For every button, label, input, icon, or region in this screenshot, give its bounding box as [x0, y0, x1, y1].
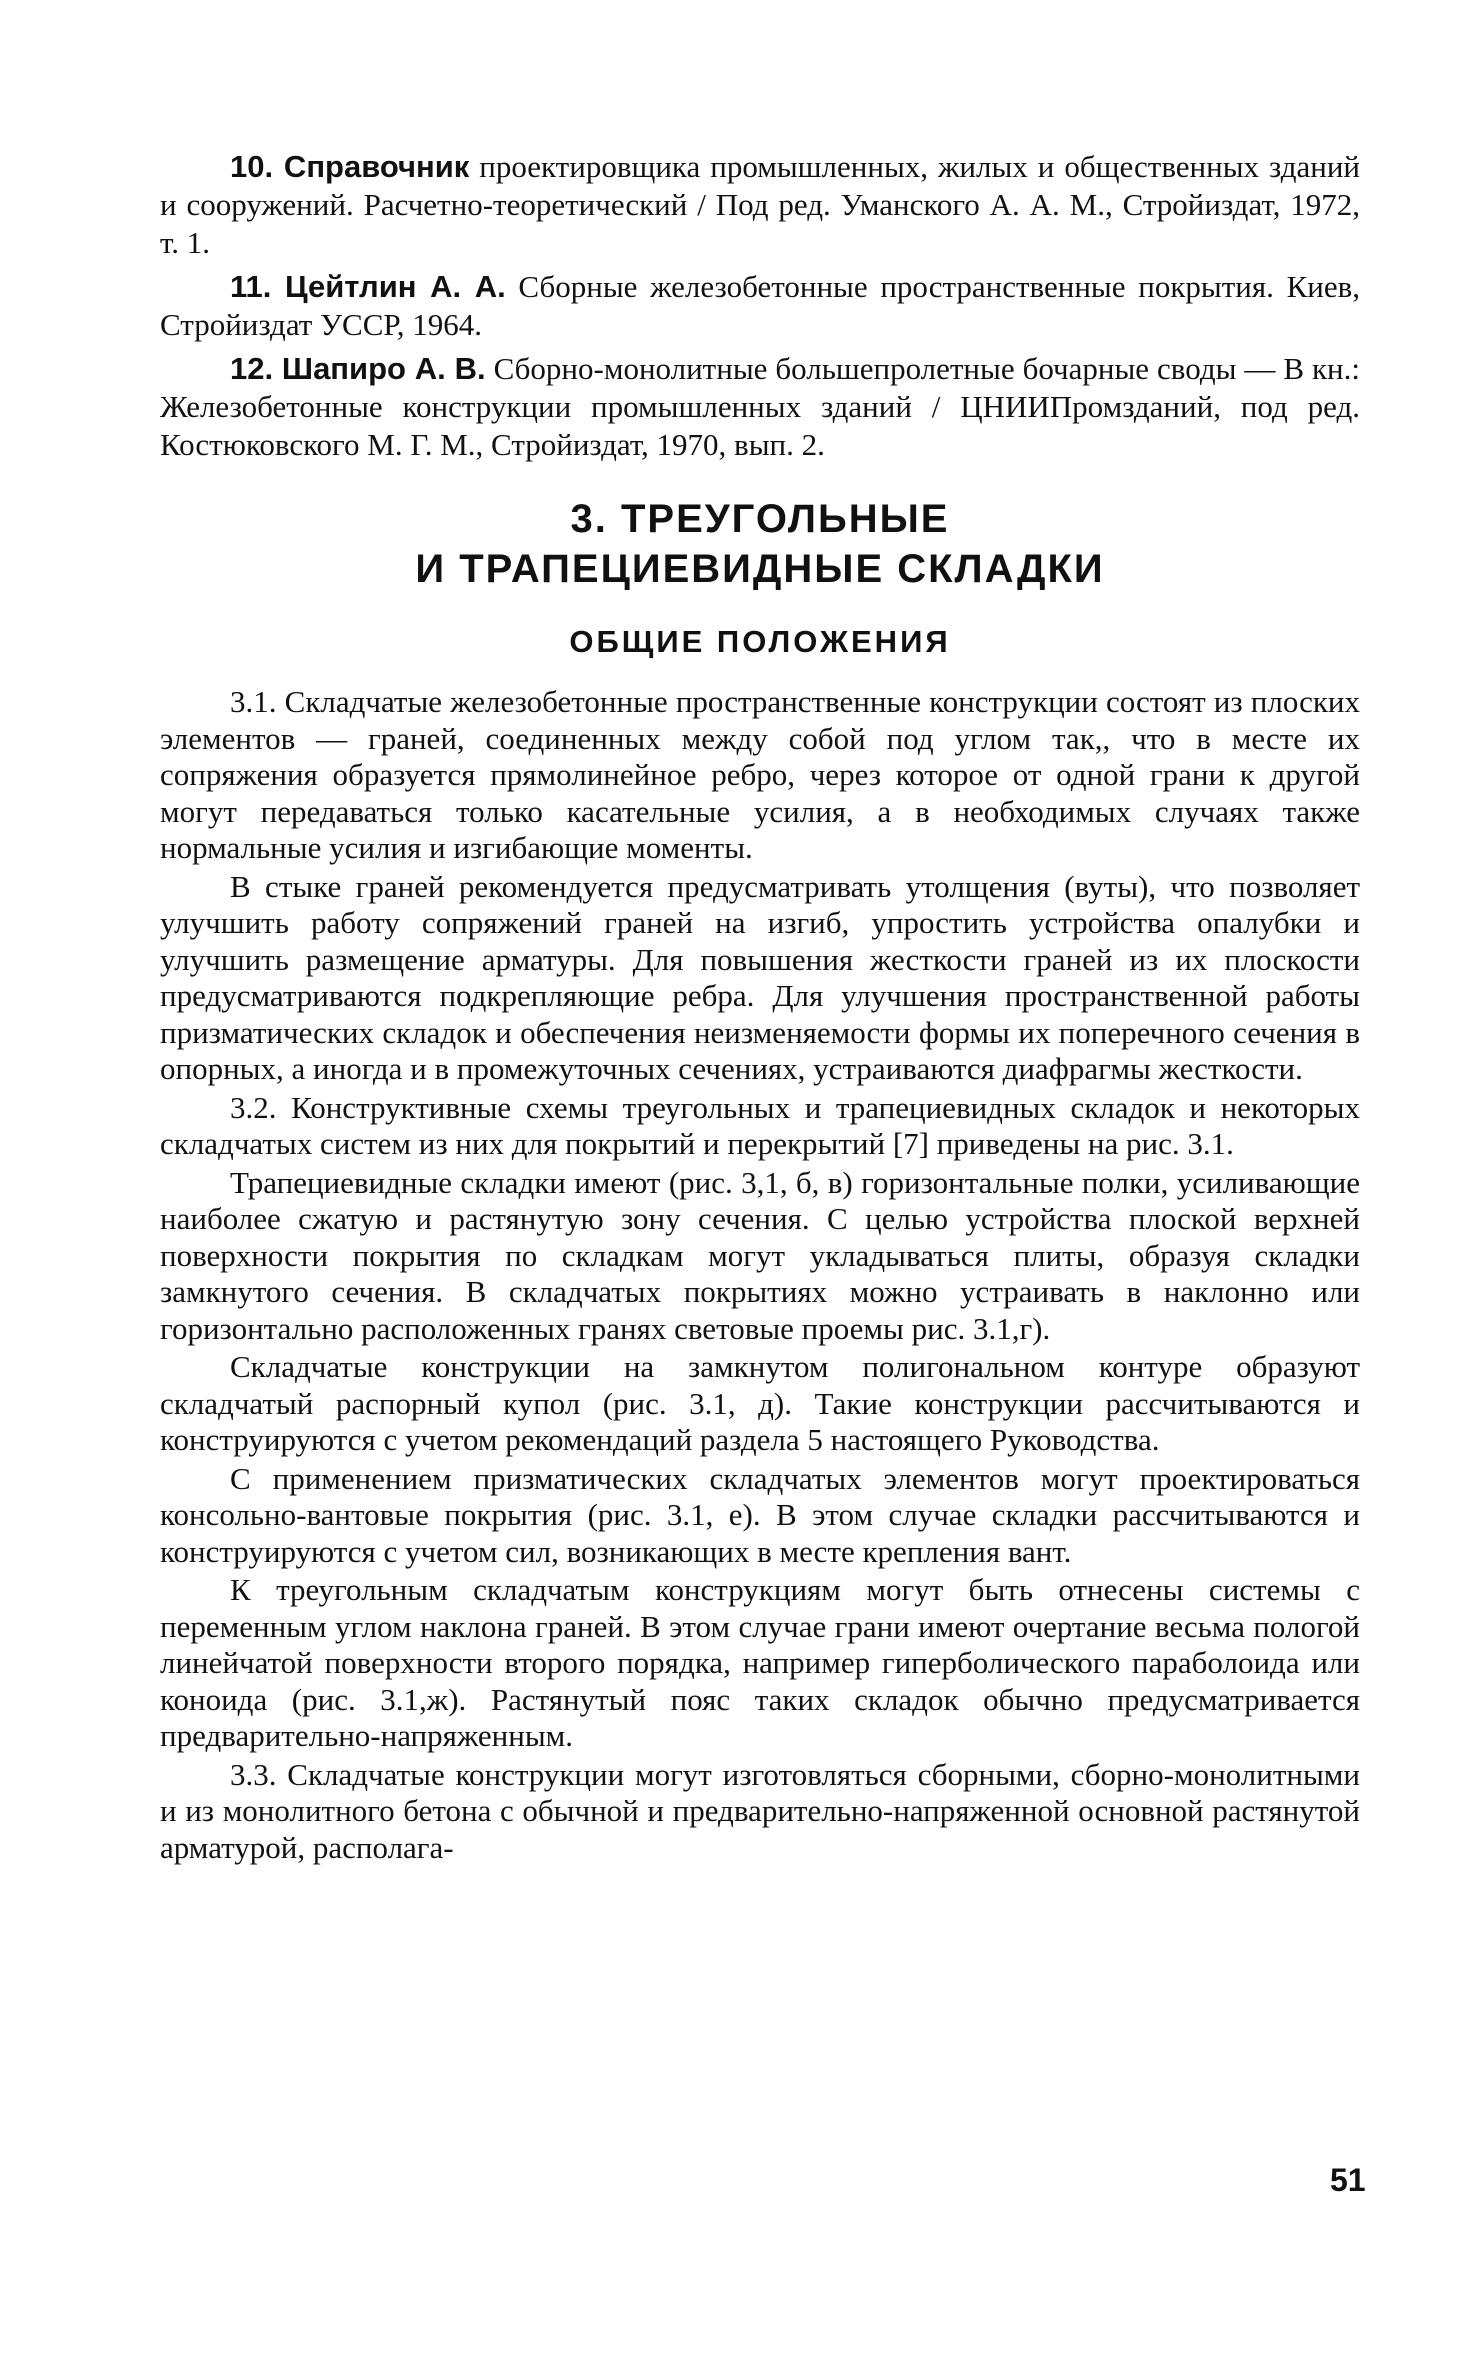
section-title-line1: 3. ТРЕУГОЛЬНЫЕ: [570, 497, 950, 541]
page-content: [160, 148, 1360, 1868]
reference-author: 11. Цейтлин А. А.: [230, 269, 506, 304]
reference-author: 12. Шапиро А. В.: [230, 351, 486, 386]
reference-12: [160, 350, 1360, 464]
paragraph: С применением призматических складчатых элементов могут проектироваться консольно-вантовые покрытия (рис. 3.1, е). В этом случае складки рассчитываются и конструируются с учетом сил, возникающих в месте крепления вант.: [160, 1460, 1360, 1569]
paragraph: Складчатые конструкции на замкнутом полигональном контуре образуют складчатый распорный купол (рис. 3.1, д). Такие конструкции рассчитываются и конструируются с учетом рекомендаций раздела 5 настоящего Руководства.: [160, 1349, 1360, 1457]
paragraph: 3.1. Складчатые железобетонные пространственные конструкции состоят из плоских элементов — граней, соединенных между собой под углом так,, что в месте их сопряжения образуется прямолинейное ребро, через которое от одной грани к другой могут передаваться только касательные усилия, а в необходимых случаях также нормальные усилия и изгибающие моменты.: [160, 684, 1360, 865]
reference-11: [160, 268, 1360, 344]
section-title-line2: И ТРАПЕЦИЕВИДНЫЕ СКЛАДКИ: [415, 547, 1105, 591]
page-number: 51: [1330, 2162, 1366, 2198]
paragraph: В стыке граней рекомендуется предусматривать утолщения (вуты), что позволяет улучшить работу сопряжений граней на изгиб, упростить устройства опалубки и улучшить размещение арматуры. Для повышения жесткости граней из их плоскости предусматриваются подкрепляющие ребра. Для улучшения пространственной работы призматических складок и обеспечения неизменяемости формы их поперечного сечения в опорных, а иногда и в промежуточных сечениях, устраиваются диафрагмы жесткости.: [160, 868, 1360, 1086]
reference-10: [160, 148, 1360, 262]
paragraph: К треугольным складчатым конструкциям могут быть отнесены системы с переменным углом наклона граней. В этом случае грани имеют очертание весьма пологой линейчатой поверхности второго порядка, например гиперболического параболоида или коноида (рис. 3.1,ж). Растянутый пояс таких складок обычно предусматривается предварительно-напряженным.: [160, 1572, 1360, 1753]
reference-text: Сборно-монолитные большепролетные бочарные своды — В кн.: Железобетонные конструкции промышленных зданий / ЦНИИПромзданий, под ред. Костюковского М. Г. М., Стройиздат, 1970, вып. 2.: [160, 351, 1361, 462]
section-title: [160, 494, 1360, 594]
paragraph: 3.2. Конструктивные схемы треугольных и трапециевидных складок и некоторых складчатых систем из них для покрытий и перекрытий [7] приведены на рис. 3.1.: [160, 1089, 1360, 1161]
paragraph: Трапециевидные складки имеют (рис. 3,1, б, в) горизонтальные полки, усиливающие наиболее сжатую и растянутую зону сечения. С целью устройства плоской верхней поверхности покрытия по складкам могут укладываться плиты, образуя складки замкнутого сечения. В складчатых покрытиях можно устраивать в наклонно или горизонтально расположенных гранях световые проемы рис. 3.1,г).: [160, 1164, 1360, 1346]
paragraph: 3.3. Складчатые конструкции могут изготовляться сборными, сборно-монолитными и из монолитного бетона с обычной и предварительно-напряженной основной растянутой арматурой, располага-: [160, 1756, 1360, 1865]
subsection-title: ОБЩИЕ ПОЛОЖЕНИЯ: [569, 624, 951, 659]
reference-text: Сборные железобетонные пространственные покрытия. Киев, Стройиздат УССР, 1964.: [160, 269, 1360, 342]
reference-text: проектировщика промышленных, жилых и общественных зданий и сооружений. Расчетно-теоретический / Под ред. Уманского А. А. М., Стройиздат, 1972, т. 1.: [160, 149, 1360, 260]
reference-author: 10. Справочник: [230, 149, 470, 184]
